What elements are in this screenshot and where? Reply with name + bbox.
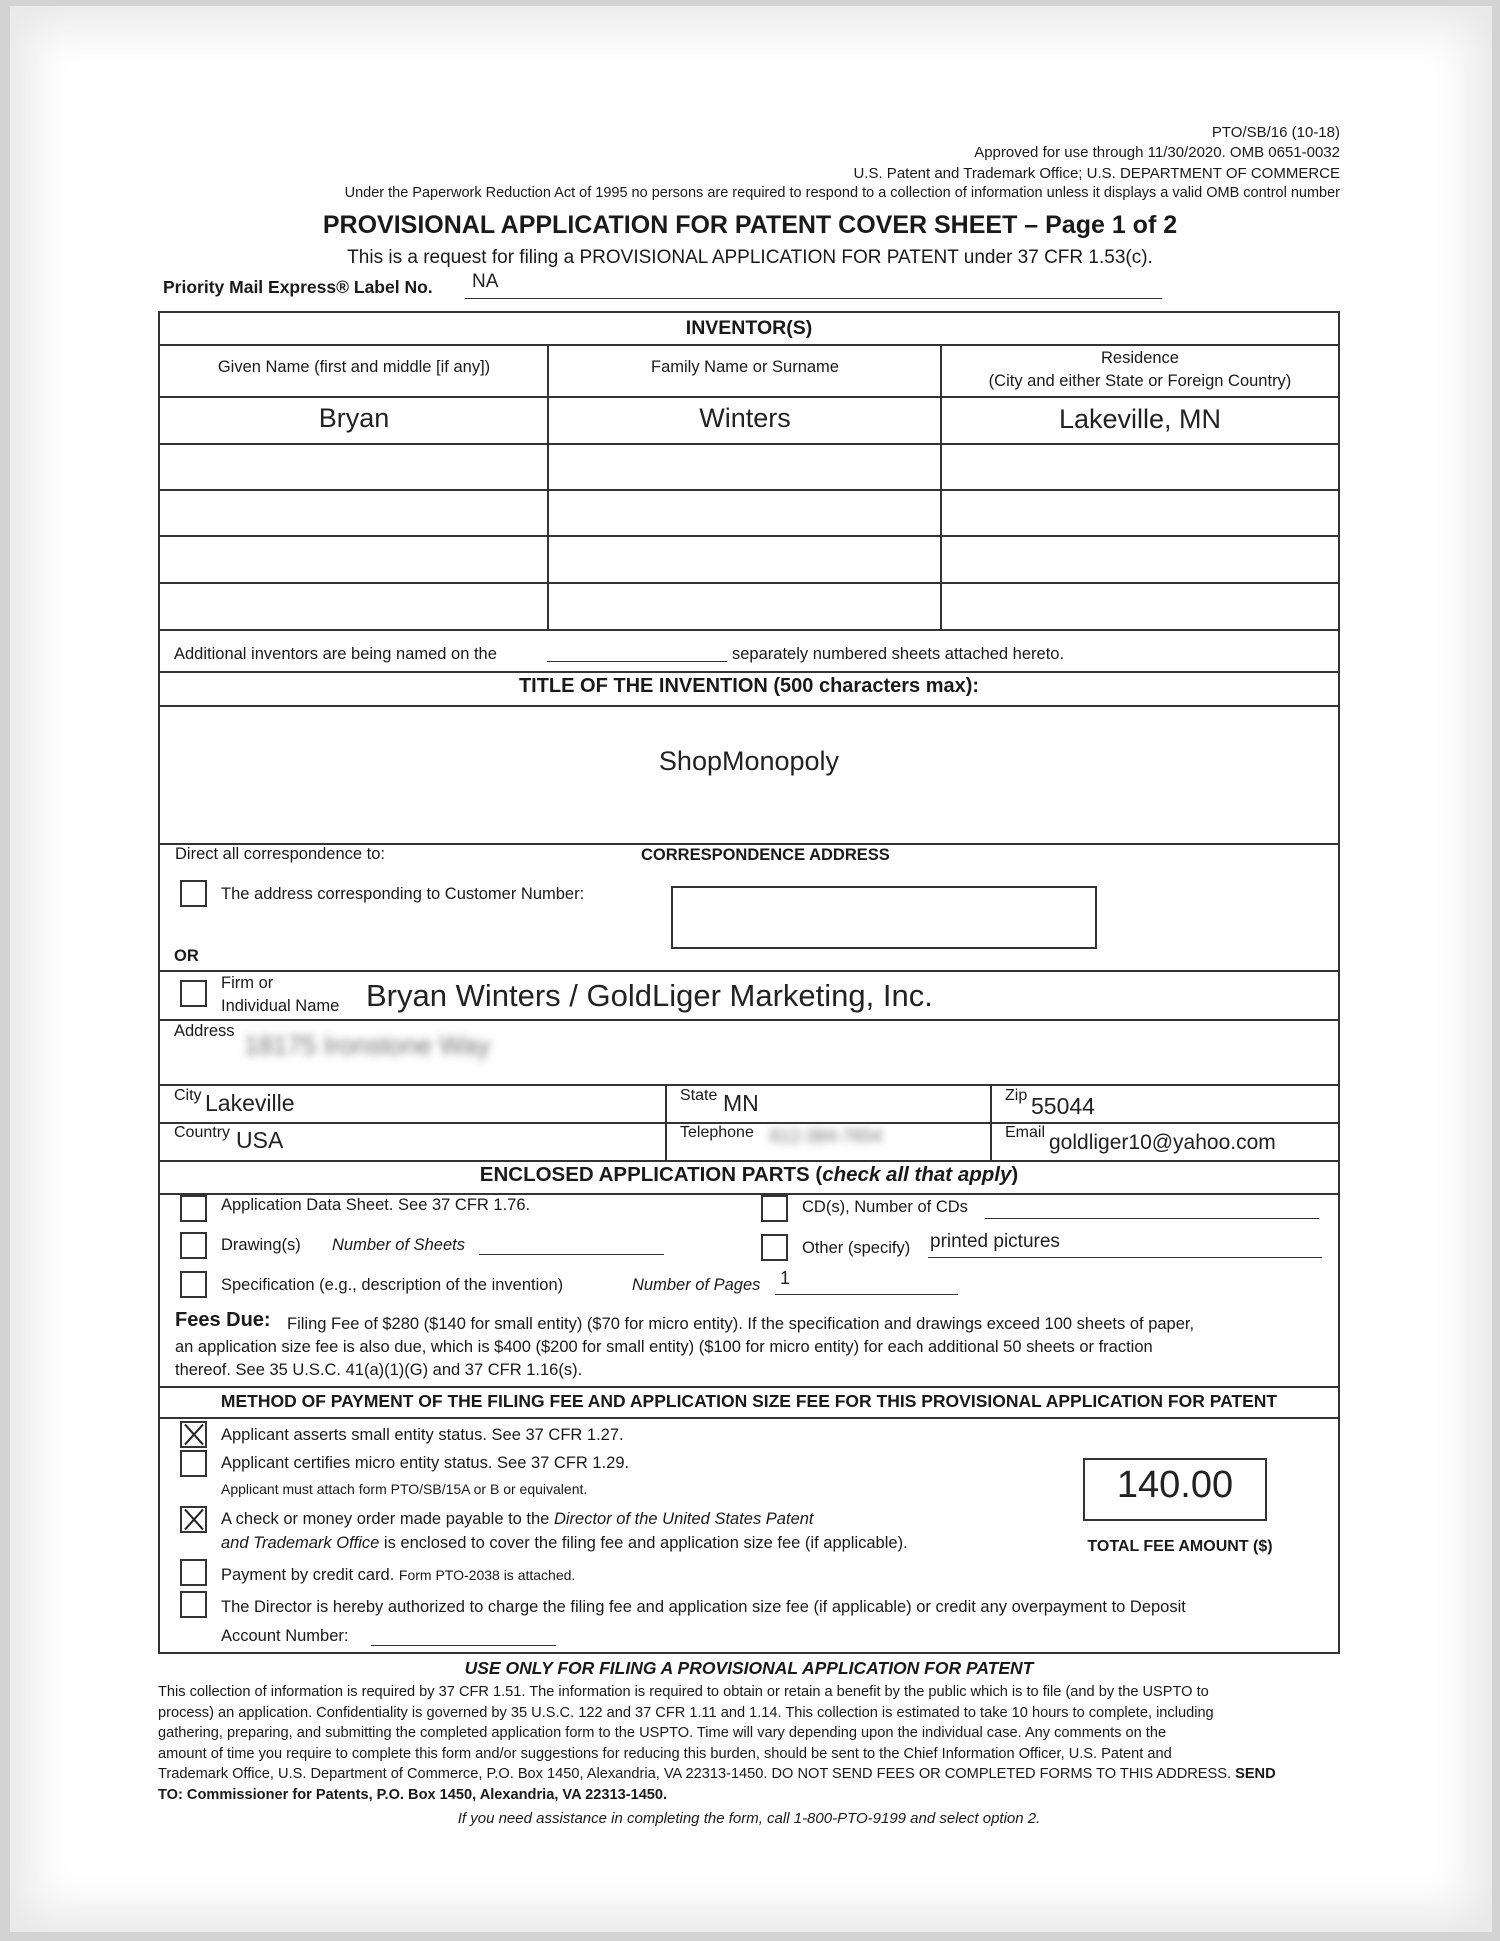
check-payment-line-2 [221,1534,908,1553]
check-payment-line-1 [221,1510,814,1529]
divider [158,1193,1340,1195]
form-title: PROVISIONAL APPLICATION FOR PATENT COVER SHEET – Page 1 of 2 [322,211,1178,239]
small-entity-label: Applicant asserts small entity status. See 37 CFR 1.27. [221,1426,624,1444]
deposit-account-label: The Director is hereby authorized to charge the filing fee and application size fee (if applicable) or credit any overpayment to Deposit [221,1598,1186,1616]
specification-label: Specification (e.g., description of the invention) [221,1276,564,1294]
divider [158,344,1340,346]
firm-name-checkbox[interactable] [180,980,207,1007]
paperwork-notice: Under the Paperwork Reduction Act of 1995 no persons are required to respond to a collection of information unless it displays a valid OMB control number [344,185,1340,201]
account-number-blank[interactable] [371,1645,556,1646]
specification-checkbox[interactable] [180,1271,207,1298]
invention-title-heading: TITLE OF THE INVENTION (500 characters max): [518,675,980,697]
assistance-notice: If you need assistance in completing the form, call 1-800-PTO-9199 and select option 2. [457,1810,1041,1827]
divider [158,443,1340,445]
divider [158,1160,1340,1162]
or-label: OR [174,947,199,965]
burden-line-3: gathering, preparing, and submitting the completed application form to the USPTO. Time will vary depending upon the individual case. Any comments on the [158,1725,1167,1741]
fees-line-3: thereof. See 35 U.S.C. 41(a)(1)(G) and 37 CFR 1.16(s). [175,1361,583,1379]
divider [158,629,1340,631]
check-payment-pre: A check or money order made payable to the [221,1510,554,1528]
divider [158,535,1340,537]
divider [547,344,549,630]
office-name: U.S. Patent and Trademark Office; U.S. DEPARTMENT OF COMMERCE [853,165,1340,182]
customer-number-input[interactable] [671,886,1097,949]
divider [158,1417,1340,1419]
country-label: Country [174,1124,231,1141]
check-payment-director: Director of the United States Patent [553,1510,814,1528]
cds-checkbox[interactable] [761,1195,788,1222]
micro-entity-label: Applicant certifies micro entity status. See 37 CFR 1.29. [221,1454,630,1472]
firm-label: Firm or [221,974,274,992]
burden-line-2: process) an application. Confidentiality is governed by 35 U.S.C. 122 and 37 CFR 1.11 and 1.14. This collection is estimated to take 10 hours to complete, including [158,1704,1214,1721]
divider [158,582,1340,584]
telephone-value[interactable]: 612-384-7654 [770,1126,883,1146]
omb-approval: Approved for use through 11/30/2020. OMB 0651-0032 [974,144,1340,161]
divider [158,396,1340,398]
inventor-given-name[interactable]: Bryan [318,403,390,433]
divider [990,1084,992,1161]
city-label: City [174,1087,202,1104]
burden-line-5 [158,1764,1358,1785]
address-label: Address [174,1022,235,1040]
deposit-account-checkbox[interactable] [180,1591,207,1618]
ads-label: Application Data Sheet. See 37 CFR 1.76. [221,1196,531,1214]
divider [158,1084,1340,1086]
col-residence-detail: (City and either State or Foreign Country) [988,372,1292,390]
payment-heading: METHOD OF PAYMENT OF THE FILING FEE AND APPLICATION SIZE FEE FOR THIS PROVISIONAL APPLICATION FOR PATENT [220,1391,1278,1411]
credit-card-label [221,1566,575,1585]
other-checkbox[interactable] [761,1234,788,1261]
other-value[interactable]: printed pictures [930,1231,1060,1252]
account-number-label: Account Number: [221,1627,349,1645]
burden-line-5-send: SEND [1231,1766,1276,1782]
enclosed-heading-italic: check all that apply [822,1163,1012,1186]
col-residence: Residence [1101,349,1179,367]
inventor-residence[interactable]: Lakeville, MN [1058,404,1222,434]
correspondence-heading: CORRESPONDENCE ADDRESS [641,846,890,864]
divider [665,1084,667,1161]
sheets-count-blank[interactable] [479,1254,664,1255]
sheets-label: Number of Sheets [332,1236,465,1254]
invention-title-value[interactable]: ShopMonopoly [658,746,840,776]
total-fee-label: TOTAL FEE AMOUNT ($) [1087,1538,1273,1555]
telephone-label: Telephone [680,1124,754,1141]
additional-inventors-label: Additional inventors are being named on the [174,645,497,663]
address-value[interactable]: 18175 Ironstone Way [244,1030,491,1060]
priority-mail-value: NA [472,271,499,292]
small-entity-checkbox[interactable] [180,1421,207,1448]
burden-statement [158,1682,1358,1805]
drawings-checkbox[interactable] [180,1232,207,1259]
use-only-notice: USE ONLY FOR FILING A PROVISIONAL APPLICATION FOR PATENT [464,1658,1034,1678]
divider [158,1386,1340,1388]
fees-line-1: Filing Fee of $280 ($140 for small entity) ($70 for micro entity). If the specification and drawings exceed 100 sheets of paper, [287,1315,1195,1333]
ads-checkbox[interactable] [180,1195,207,1222]
email-label: Email [1005,1124,1046,1141]
enclosed-heading-main: ENCLOSED APPLICATION PARTS ( [479,1163,823,1186]
divider [158,1019,1340,1021]
other-underline [928,1257,1322,1258]
micro-entity-checkbox[interactable] [180,1450,207,1477]
priority-mail-label: Priority Mail Express® Label No. [163,277,433,297]
form-number: PTO/SB/16 (10-18) [1211,124,1340,141]
micro-entity-note: Applicant must attach form PTO/SB/15A or B or equivalent. [221,1481,588,1497]
zip-value[interactable]: 55044 [1031,1093,1095,1119]
credit-card-note: Form PTO-2038 is attached. [398,1567,576,1583]
fees-line-2: an application size fee is also due, which is $400 ($200 for small entity) ($100 for micro entity) for each additional 50 sheets or fraction [175,1338,1153,1356]
other-label: Other (specify) [802,1239,911,1257]
divider [940,344,942,630]
priority-mail-underline [465,298,1162,299]
col-given-name: Given Name (first and middle [if any]) [217,358,491,376]
pages-label: Number of Pages [632,1276,761,1294]
check-payment-checkbox[interactable] [180,1506,207,1533]
credit-card-checkbox[interactable] [180,1559,207,1586]
state-value[interactable]: MN [723,1090,759,1116]
enclosed-parts-heading [160,1163,1338,1187]
burden-line-6: TO: Commissioner for Patents, P.O. Box 1450, Alexandria, VA 22313-1450. [158,1786,668,1803]
zip-label: Zip [1005,1087,1028,1104]
burden-line-4: amount of time you require to complete this form and/or suggestions for reducing this burden, should be sent to the Chief Information Officer, U.S. Patent and [158,1745,1172,1762]
email-value[interactable]: goldliger10@yahoo.com [1049,1131,1276,1154]
credit-card-text: Payment by credit card. [221,1566,395,1584]
customer-number-label: The address corresponding to Customer Number: [221,885,585,903]
inventors-heading: INVENTOR(S) [685,317,813,339]
fees-due-heading: Fees Due: [175,1309,271,1331]
divider [158,489,1340,491]
pages-underline [775,1294,958,1295]
inventor-family-name[interactable]: Winters [699,403,791,433]
col-family-name: Family Name or Surname [651,358,839,376]
drawings-label: Drawing(s) [221,1236,301,1254]
divider [158,970,1340,972]
individual-name-label: Individual Name [221,997,340,1015]
cds-label: CD(s), Number of CDs [802,1198,968,1216]
additional-inventors-blank[interactable] [547,661,727,662]
city-value[interactable]: Lakeville [205,1090,295,1116]
state-label: State [680,1087,718,1104]
customer-number-checkbox[interactable] [180,880,207,907]
check-payment-office: and Trademark Office [221,1534,380,1552]
burden-line-1: This collection of information is required by 37 CFR 1.51. The information is required to obtain or retain a benefit by the public which is to file (and by the USPTO to [158,1684,1209,1700]
pages-value[interactable]: 1 [780,1268,791,1288]
total-fee-value: 140.00 [1116,1464,1234,1506]
country-value[interactable]: USA [236,1127,284,1153]
firm-name-value[interactable]: Bryan Winters / GoldLiger Marketing, Inc. [366,978,933,1013]
additional-inventors-suffix: separately numbered sheets attached hereto. [732,645,1065,663]
divider [158,705,1340,707]
cds-count-blank[interactable] [985,1218,1319,1219]
divider [158,671,1340,673]
burden-line-5-text: Trademark Office, U.S. Department of Commerce, P.O. Box 1450, Alexandria, VA 22313-1450. DO NOT SEND FEES OR COMPLETED FORMS TO THIS ADDRESS. [158,1766,1232,1782]
enclosed-heading-close: ) [1011,1163,1019,1186]
check-payment-post: is enclosed to cover the filing fee and application size fee (if applicable). [379,1534,908,1552]
direct-correspondence-label: Direct all correspondence to: [175,845,386,863]
form-subtitle: This is a request for filing a PROVISIONAL APPLICATION FOR PATENT under 37 CFR 1.53(c). [347,247,1153,268]
